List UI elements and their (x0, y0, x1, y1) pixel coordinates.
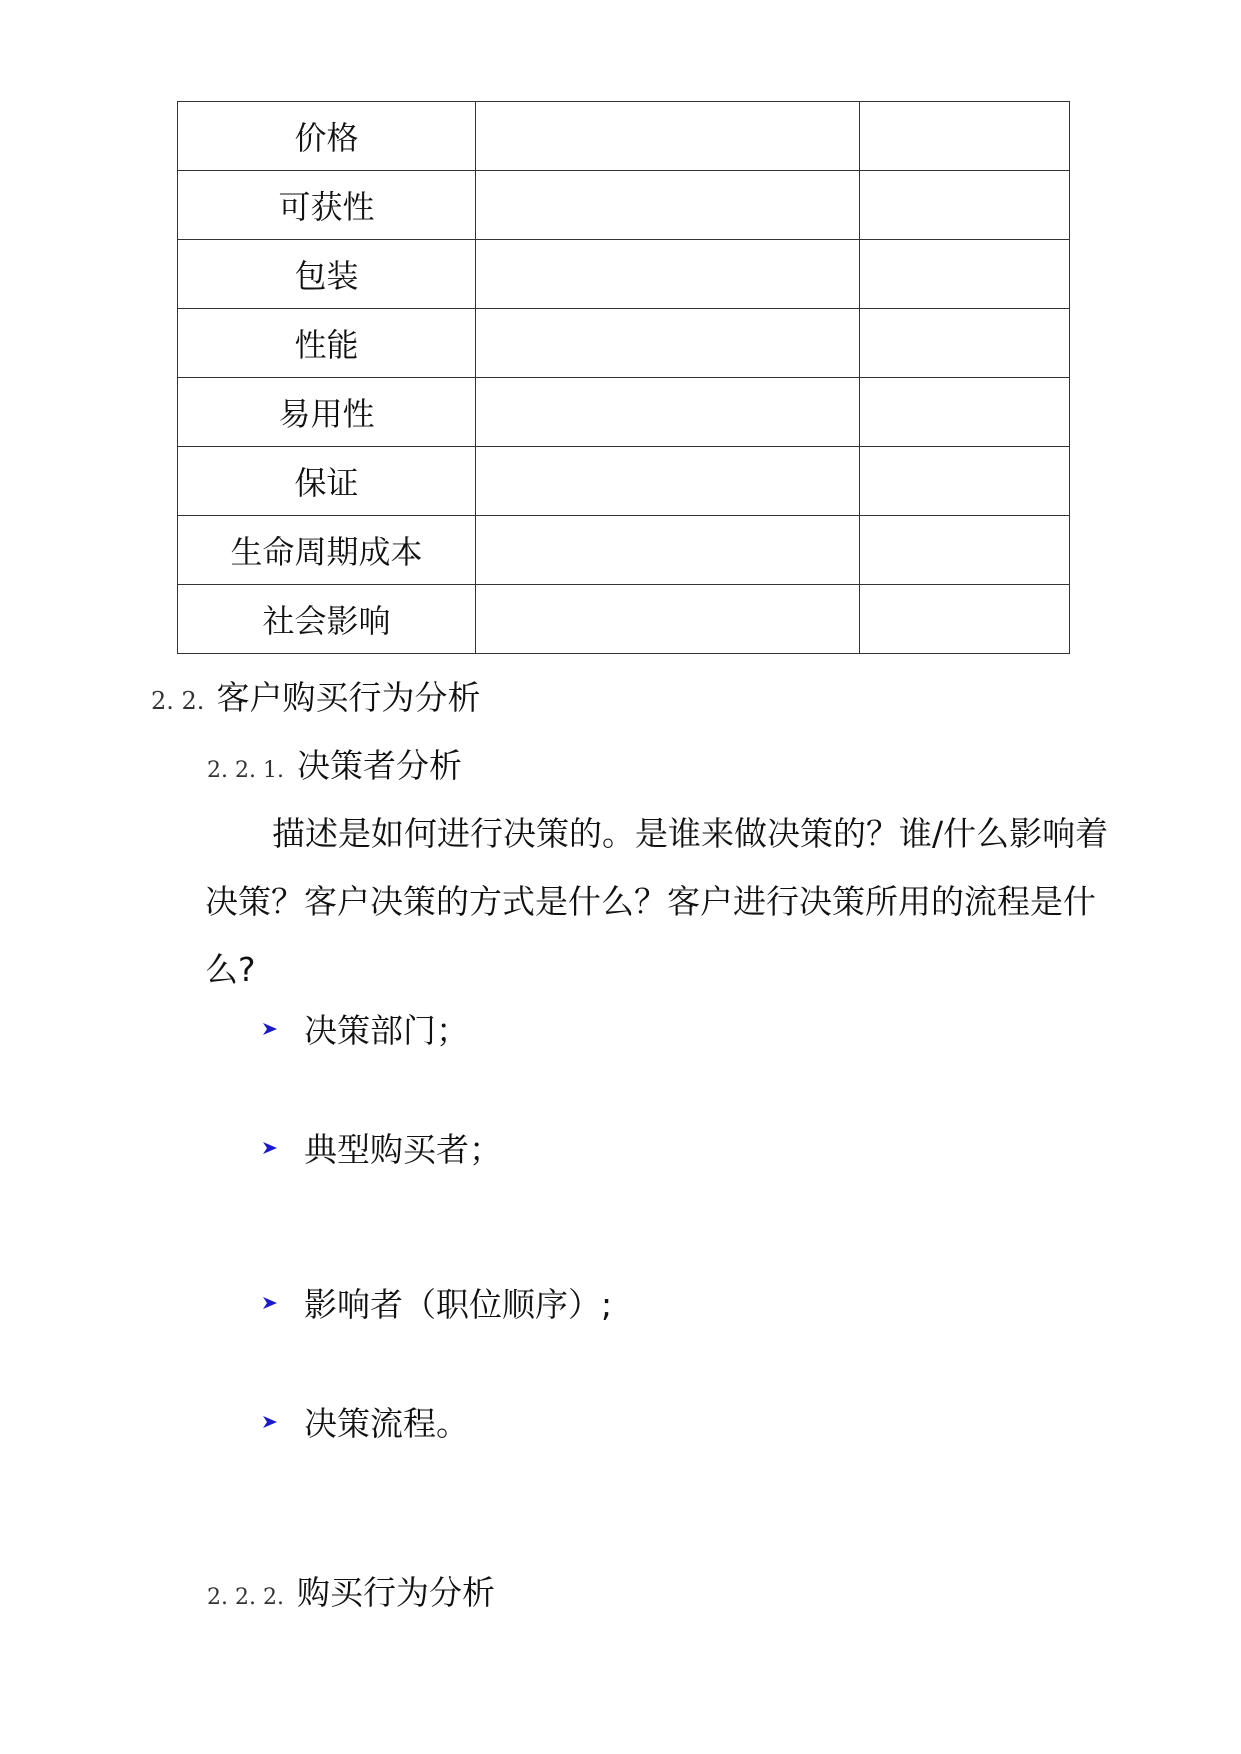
section-title: 购买行为分析 (297, 1573, 495, 1612)
decision-maker-paragraph (205, 800, 1130, 1004)
table-cell (476, 585, 860, 654)
table-row (178, 585, 1070, 654)
table-cell-criterion: 易用性 (178, 378, 476, 447)
paragraph-line: 么? (205, 950, 256, 989)
table-row (178, 447, 1070, 516)
table-cell (476, 378, 860, 447)
table-cell-criterion: 包装 (178, 240, 476, 309)
section-heading-2-2-1 (207, 740, 462, 787)
table-cell (860, 447, 1070, 516)
table-cell-criterion: 生命周期成本 (178, 516, 476, 585)
table-cell (476, 309, 860, 378)
table-cell-criterion: 价格 (178, 102, 476, 171)
table-cell (476, 240, 860, 309)
table-row (178, 378, 1070, 447)
table-cell-criterion: 保证 (178, 447, 476, 516)
table-cell (476, 516, 860, 585)
table-cell (860, 378, 1070, 447)
table-cell (860, 171, 1070, 240)
table-cell-criterion: 性能 (178, 309, 476, 378)
section-title: 决策者分析 (297, 746, 462, 785)
table-cell-criterion: 社会影响 (178, 585, 476, 654)
table-cell-criterion: 可获性 (178, 171, 476, 240)
list-item-text: 典型购买者； (304, 1130, 502, 1169)
table-row (178, 171, 1070, 240)
list-item (262, 1398, 469, 1445)
table-row (178, 309, 1070, 378)
section-title: 客户购买行为分析 (216, 678, 481, 717)
table-cell (860, 240, 1070, 309)
list-item-text: 影响者（职位顺序）; (304, 1285, 613, 1324)
table-cell (860, 516, 1070, 585)
arrow-bullet-icon (262, 1296, 304, 1310)
paragraph-line: 决策？客户决策的方式是什么？客户进行决策所用的流程是什 (205, 882, 1096, 921)
section-heading-2-2 (151, 672, 480, 719)
section-number: 2. 2. 1. (207, 758, 284, 783)
list-item-text: 决策流程。 (304, 1404, 469, 1443)
table-row (178, 240, 1070, 309)
table-cell (476, 171, 860, 240)
list-item-text: 决策部门； (304, 1011, 469, 1050)
table-cell (860, 585, 1070, 654)
list-item (262, 1005, 469, 1052)
list-item (262, 1279, 612, 1326)
table-cell (476, 447, 860, 516)
table-cell (860, 102, 1070, 171)
paragraph-line: 描述是如何进行决策的。是谁来做决策的？谁/什么影响着 (272, 814, 1109, 853)
table-cell (860, 309, 1070, 378)
table-row (178, 516, 1070, 585)
section-number: 2. 2. (151, 687, 205, 715)
table-cell (476, 102, 860, 171)
list-item (262, 1124, 502, 1171)
arrow-bullet-icon (262, 1022, 304, 1036)
arrow-bullet-icon (262, 1415, 304, 1429)
criteria-table (177, 101, 1070, 654)
table-row (178, 102, 1070, 171)
section-heading-2-2-2 (207, 1567, 495, 1614)
section-number: 2. 2. 2. (207, 1585, 284, 1610)
arrow-bullet-icon (262, 1141, 304, 1155)
